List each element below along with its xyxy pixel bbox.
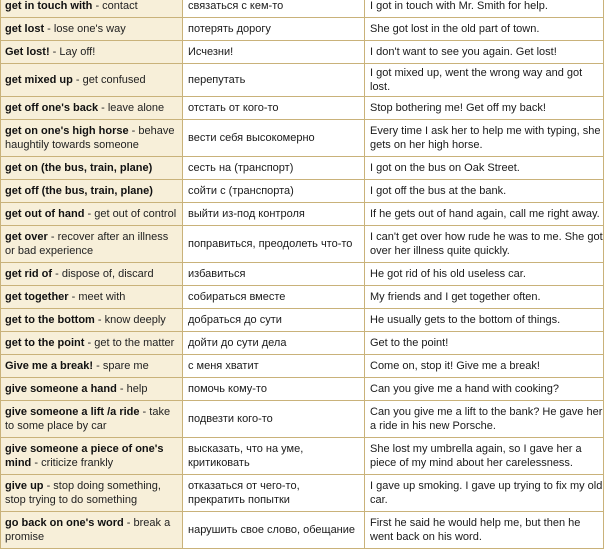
definition-separator: - [123, 517, 134, 529]
table-body [1, 0, 604, 549]
table-row [1, 263, 604, 286]
example-cell: Every time I ask her to help me with typing, she gets on her high horse. [365, 120, 604, 157]
phrase-cell [1, 64, 183, 97]
phrase-term: get mixed up [5, 74, 73, 86]
translation-cell: отстать от кого-то [183, 97, 365, 120]
phrase-term: get out of hand [5, 208, 85, 220]
phrase-term: give someone a hand [5, 383, 117, 395]
definition-separator: - [72, 74, 83, 86]
phrase-term: go back on one's word [5, 517, 124, 529]
table-row [1, 64, 604, 97]
phrase-term: get off one's back [5, 102, 99, 114]
example-cell: Stop bothering me! Get off my back! [365, 97, 604, 120]
phrase-definition: criticize frankly [41, 457, 114, 469]
definition-separator: - [128, 125, 139, 137]
table-row [1, 97, 604, 120]
phrase-cell [1, 286, 183, 309]
phrase-definition: contact [102, 0, 138, 12]
definition-separator: - [44, 23, 54, 35]
table-row [1, 309, 604, 332]
phrase-term: Get lost! [5, 46, 50, 58]
definition-separator: - [94, 314, 105, 326]
example-cell: I gave up smoking. I gave up trying to fix my old car. [365, 475, 604, 512]
phrase-definition: know deeply [104, 314, 166, 326]
table-row [1, 226, 604, 263]
phrase-cell [1, 203, 183, 226]
example-cell: He usually gets to the bottom of things. [365, 309, 604, 332]
phrase-cell [1, 512, 183, 549]
example-cell: Come on, stop it! Give me a break! [365, 355, 604, 378]
translation-cell: отказаться от чего-то, прекратить попытки [183, 475, 365, 512]
table-row [1, 0, 604, 18]
definition-separator: - [49, 46, 60, 58]
table-row [1, 355, 604, 378]
table-row [1, 180, 604, 203]
example-cell: Can you give me a hand with cooking? [365, 378, 604, 401]
phrase-definition: stop doing something, stop trying to do something [5, 480, 161, 506]
phrase-definition: Lay off! [59, 46, 96, 58]
definition-separator: - [31, 457, 42, 469]
phrase-term: get rid of [5, 268, 53, 280]
example-cell: She lost my umbrella again, so I gave her a piece of my mind about her carelessness. [365, 438, 604, 475]
definition-separator: - [84, 208, 95, 220]
table-row [1, 475, 604, 512]
table-row [1, 41, 604, 64]
translation-cell: нарушить свое слово, обещание [183, 512, 365, 549]
table-row [1, 203, 604, 226]
phrase-definition: get out of control [94, 208, 177, 220]
phrase-cell [1, 41, 183, 64]
example-cell: First he said he would help me, but then he went back on his word. [365, 512, 604, 549]
table-row [1, 378, 604, 401]
phrase-term: get together [5, 291, 69, 303]
translation-cell: перепутать [183, 64, 365, 97]
translation-cell: дойти до сути дела [183, 332, 365, 355]
phrase-term: get on one's high horse [5, 125, 129, 137]
phrase-cell [1, 438, 183, 475]
table-row [1, 332, 604, 355]
phrase-cell [1, 120, 183, 157]
table-row [1, 157, 604, 180]
definition-separator: - [68, 291, 79, 303]
phrase-definition: take to some place by car [5, 406, 171, 432]
definition-separator: - [98, 102, 108, 114]
example-cell: I can't get over how rude he was to me. She got over her illness quite quickly. [365, 226, 604, 263]
phrase-definition: leave alone [107, 102, 165, 114]
translation-cell: помочь кому-то [183, 378, 365, 401]
phrase-definition: meet with [78, 291, 126, 303]
phrase-cell [1, 355, 183, 378]
phrase-cell [1, 97, 183, 120]
example-cell: Get to the point! [365, 332, 604, 355]
definition-separator: - [84, 337, 95, 349]
example-cell: I got on the bus on Oak Street. [365, 157, 604, 180]
translation-cell: собираться вместе [183, 286, 365, 309]
translation-cell: потерять дорогу [183, 18, 365, 41]
example-cell: I don't want to see you again. Get lost! [365, 41, 604, 64]
definition-separator: - [43, 480, 54, 492]
phrase-definition: get confused [82, 74, 146, 86]
phrase-cell [1, 263, 183, 286]
table-row [1, 401, 604, 438]
translation-cell: поправиться, преодолеть что-то [183, 226, 365, 263]
example-cell: If he gets out of hand again, call me right away. [365, 203, 604, 226]
phrase-term: get to the point [5, 337, 85, 349]
example-cell: He got rid of his old useless car. [365, 263, 604, 286]
phrase-term: give someone a piece of one's mind [5, 443, 164, 469]
definition-separator: - [139, 406, 150, 418]
phrase-cell [1, 226, 183, 263]
definition-separator: - [92, 0, 103, 12]
translation-cell: связаться с кем-то [183, 0, 365, 18]
phrase-definition: behave haughtily towards someone [5, 125, 175, 151]
phrase-cell [1, 401, 183, 438]
definition-separator: - [47, 231, 58, 243]
phrase-cell [1, 378, 183, 401]
phrase-term: Give me a break! [5, 360, 94, 372]
phrase-term: get on (the bus, train, plane) [5, 162, 153, 174]
phrase-definition: get to the matter [94, 337, 175, 349]
phrase-definition: lose one's way [53, 23, 126, 35]
table-row [1, 286, 604, 309]
table-row [1, 438, 604, 475]
phrase-term: get over [5, 231, 48, 243]
phrase-definition: spare me [102, 360, 149, 372]
phrase-term: give up [5, 480, 44, 492]
example-cell: I got in touch with Mr. Smith for help. [365, 0, 604, 18]
table-row [1, 512, 604, 549]
phrase-cell [1, 475, 183, 512]
phrase-term: give someone a lift /a ride [5, 406, 140, 418]
phrase-cell [1, 309, 183, 332]
phrase-definition: help [126, 383, 148, 395]
definition-separator: - [116, 383, 127, 395]
phrase-definition: recover after an illness or bad experience [5, 231, 169, 257]
example-cell: Can you give me a lift to the bank? He gave her a ride in his new Porsche. [365, 401, 604, 438]
table-row [1, 18, 604, 41]
phrase-term: get to the bottom [5, 314, 95, 326]
phrase-cell [1, 0, 183, 18]
phrase-cell [1, 157, 183, 180]
phrase-cell [1, 18, 183, 41]
example-cell: I got mixed up, went the wrong way and got lost. [365, 64, 604, 97]
definition-separator: - [93, 360, 103, 372]
translation-cell: добраться до сути [183, 309, 365, 332]
phrase-term: get in touch with [5, 0, 93, 12]
translation-cell: вести себя высокомерно [183, 120, 365, 157]
phrase-cell [1, 332, 183, 355]
translation-cell: сойти с (транспорта) [183, 180, 365, 203]
table-row [1, 120, 604, 157]
phrase-definition: dispose of, discard [61, 268, 154, 280]
example-cell: My friends and I get together often. [365, 286, 604, 309]
translation-cell: сесть на (транспорт) [183, 157, 365, 180]
translation-cell: высказать, что на уме, критиковать [183, 438, 365, 475]
translation-cell: Исчезни! [183, 41, 365, 64]
phrase-cell [1, 180, 183, 203]
definition-separator: - [52, 268, 62, 280]
translation-cell: с меня хватит [183, 355, 365, 378]
phrase-term: get lost [5, 23, 45, 35]
translation-cell: выйти из-под контроля [183, 203, 365, 226]
translation-cell: избавиться [183, 263, 365, 286]
phrase-term: get off (the bus, train, plane) [5, 185, 153, 197]
translation-cell: подвезти кого-то [183, 401, 365, 438]
example-cell: She got lost in the old part of town. [365, 18, 604, 41]
example-cell: I got off the bus at the bank. [365, 180, 604, 203]
phrase-definition: break a promise [5, 517, 171, 543]
